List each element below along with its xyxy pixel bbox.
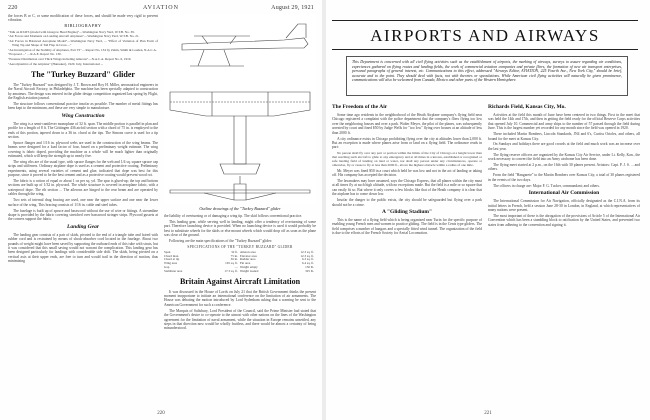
- spec-label: Rudder area: [239, 257, 256, 262]
- richards-paragraph: Activities at the field this month of June have been centered in two things. First in the meet that was held the 14th and 17th, and then in getting the field ready for the official Reserve Corps activities that opened July 10. Commercial and army ships to the number of 57 passed through the field during June. This is the largest number yet recorded for any month since the field was opened in 1920.: [488, 113, 640, 131]
- wing-plan-view: [170, 92, 310, 116]
- fuselage-front-view: [234, 184, 246, 200]
- richards-paragraph: The flying meet started at 2 p.m., on the 16th with 30 planes present. Aviators: Capt. P. J. S. ... and others.: [488, 163, 640, 172]
- britain-article-title: Britain Against Aircraft Limitation: [179, 276, 301, 286]
- spec-value: 6.3 sq. ft.: [302, 257, 314, 262]
- bibliography-item: "An Investigation of the Stability of Airplanes, Part VI" ... Report No. 134 by Zahm, Smith & Louden, N.A.C.A.: [8, 47, 157, 52]
- bibliography-item: "Air Forces in Balanced Aeroplane Model"—Washington Navy Yard, ... "Effect of Variation of Plan Form of Wing Tip and Shape of Tail Flap in Cross ...": [8, 39, 158, 48]
- bibliography-item: "Aerodynamics of the Airplane" (Hunsaker), 1920. July, International ...: [8, 61, 104, 66]
- spec-value: —: [234, 265, 238, 270]
- glider-article-title: The "Turkey Buzzard" Glider: [31, 69, 135, 79]
- right-column-2: [488, 102, 640, 410]
- commission-paragraph: The International Commission for Air Navigation, officially designated as the C.I.N.A. from its initial letters in French, held a session June 28-30 in London, in England, at which representatives of many nations were present.: [488, 199, 640, 212]
- freedom-paragraph: Insofar the danger to the public exists, the city should be safeguarded but flying over a park should not be a crime.: [332, 198, 482, 207]
- skid-strut: [224, 50, 230, 66]
- bibliography-list: [8, 31, 158, 67]
- col1-intro: the forces B or C, or some modification of these forces, and should be made very rigid to prevent vibration.: [8, 14, 158, 23]
- spec-value: 17.3 sq. ft.: [224, 268, 238, 273]
- spec-label: Aileron area: [239, 249, 256, 254]
- spec-value: 325 lb.: [305, 268, 314, 273]
- section-banner: [332, 20, 638, 50]
- bibliography-item: "Air Forces and Moments on Landing Aircraft Airplanes"—Washington Navy Yard, W.T.B. No. 21.: [8, 34, 140, 39]
- spec-label: Chord at tip: [164, 257, 180, 262]
- freedom-paragraph: Some time ago residents in the neighborhood of the Heath Airplane company's flying field near Chicago registered a complaint with the police department that the company's fliers flying too low over the neighboring houses and over a park. Walter Meyer, the pilot of the planes, was subsequently arrested by court and fined $50 by Judge Wells for "too low" flying over houses at an altitude of less than 2000 ft.: [332, 113, 482, 135]
- richards-paragraph: From the field "Hangarete" to the Martin Bombers over Kansas City, a total of 30 planes registered in the events of the two days.: [488, 173, 640, 182]
- wing-paragraph: Spruce flanges and 1/16 in. plywood webs are used in the construction of the wing beams. The beams were designed for a load factor of four, based on a preliminary weight estimate. The wing covering is fabric doped, providing the machine as a whole will be much lighter than originally estimated, which will keep the strength up to nearly five.: [8, 140, 158, 159]
- glider-paragraph: The structure follows conventional practice insofar as possible. The number of metal fittings has been kept to the minimum, and these are very simple to manufacture.: [8, 101, 158, 111]
- col2-paragraph: The fuselage is built up of spruce and basswood without the use of wire or fittings. A streamline shape is provided by the fabric covering stretched over basswood stringer strips. Plywood gussets at the corners support the fabric.: [8, 208, 158, 222]
- figure-caption: Outline drawings of the "Turkey Buzzard" glider: [199, 206, 281, 211]
- col3-paragraph: This landing gear, while serving well in landing, might offer a tendency of overturning of some part. Therefore launching device is provided. When no launching device is used it would probably be best to substitute wheels for the skids or else mount wheels which would drop off as soon as the plane was clear of the ground.: [164, 219, 316, 238]
- richards-paragraph: On Sundays and holidays there are good crowds at the field and much work was an increase over the last year.: [488, 142, 640, 151]
- richards-paragraph: The flying reserve officers are organized by the Kansas City Air Service, under Lt. Kelly, Kan., the work necessary to convert the field into an Army airdrome has been done.: [488, 152, 640, 162]
- right-column-1: [332, 102, 482, 410]
- fuselage-plan-view: [234, 116, 246, 164]
- spec-label: Weight loaded: [239, 268, 259, 273]
- spec-value: 12.3 sq. ft.: [300, 253, 314, 258]
- spec-value: 165 sq. ft.: [225, 261, 238, 266]
- glider-drawing-svg: [164, 14, 316, 204]
- spec-label: Elevator area: [239, 253, 257, 258]
- right-page-number: 221: [484, 411, 492, 416]
- fuselage-side-view: [182, 38, 308, 50]
- left-column-2: [164, 214, 316, 410]
- skid-strut: [198, 50, 204, 66]
- freedom-paragraph: A city ordinance exists in Chicago prohibiting flying over the city at altitudes lower than 2,000 ft. But an exception is made where planes arise from or land on a flying field. The ordinance reads in part:: [332, 136, 482, 150]
- gliding-stadium-title: A "Gliding Stadium": [381, 209, 433, 215]
- richards-paragraph: These included Martin Bombers, Lincoln Standards, JN4 and 6's, Curtiss Orioles, and others, all bound for the meet at Kansas City.: [488, 132, 640, 141]
- landing-gear-heading: Landing Gear: [67, 223, 99, 230]
- bibliography-item: "Proposed ..." ... R.A.E. Report No. 130.: [8, 52, 62, 57]
- spec-value: 150 lb.: [305, 265, 314, 270]
- left-page: [0, 0, 322, 420]
- col2-paragraph: Two sets of internal drag bracing are used, one near the upper surface and one near the lower surface of the wing. This bracing consists of 1/16 in. cable and steel tubes.: [8, 198, 158, 207]
- tailplane-plan-view: [220, 164, 260, 174]
- spec-label: Stabilizer area: [164, 268, 183, 273]
- rudder-side-view: [286, 24, 306, 38]
- col3-top: the liability of overturning or of damaging a wing tip. The skid follows conventional practice.: [164, 214, 303, 218]
- gliding-paragraph: This is the name of a flying field which is being organized near Turin for the specific purpose of enabling young French men and women to practice gliding. The field is in the Cenis type gliders. The field comprises a number of hangars and a specially fitted wind tunnel. The organization of the field is due to the efforts of the French Society for Aerial Locomotion.: [332, 218, 482, 236]
- spec-value: 12.3 sq. ft.: [300, 249, 314, 254]
- left-column-1: [8, 14, 158, 412]
- freedom-paragraph: The lawmakers may have assumed, says the Chicago Express, that all planes within the city must at all times fly at such high altitude, with no exceptions made. But the field is a mile or so square that can easily fit so. But where it only covers a few blocks like that of the Heath company it is clear that the airplane has to come down low.: [332, 179, 482, 197]
- specs-title: SPECIFICATIONS OF THE "TURKEY BUZZARD" GLIDER: [187, 245, 293, 250]
- britain-paragraph: It was discussed in the House of Lords on July 21 that the British Government thinks the present moment inopportune to initiate an international conference on the limitation of air armaments. The House was debating the motion introduced by Lord Sydenham asking that a warning be sent to the American Government for such a conference.: [164, 289, 316, 307]
- department-notice-box: This Department is concerned with all civil flying activities such as the establishment of airports, the marking of airways, surveys to assure regarding air conditions, experiences gathered on flying routes and landing fields, the work of commercial aviation companies and private fliers, the formation of new air transport enterprises, personal paragraphs of general interest, etc. Communications to this effect, addressed "Airways Editor, AVIATION, 225 Fourth Ave., New York City," should be brief, accurate and to the point. They should deal with facts, not with theories or speculations. While American civil flying activities will naturally be given prominence, communications will also be welcomed from Canada, Mexico and other parts of the Western Hemisphere.: [346, 56, 628, 96]
- spec-value: 75 in.: [230, 253, 238, 258]
- col3-paragraph: Following are the main specifications of the "Turkey Buzzard" glider:: [169, 239, 273, 244]
- ordinance-quote: No person shall fly over any part or portion within the limits of the City of Chicago at a height lower than that reaching such aircraft to glide to any emergency and at all times in a known, established or recognized or safe landing field of landing on land or water, nor shall any person under any circumstances, operate or otherwise, fly or cause to fly at less than 2000 ft., above the highest obstacle within a radius of one mile.: [332, 151, 482, 168]
- wing-construction-heading: Wing Construction: [61, 112, 105, 119]
- richards-paragraph: The officers in charge are: Major F. G. Tucker, commandant; and others.: [493, 183, 600, 188]
- bibliography-title: BIBLIOGRAPHY: [64, 23, 102, 29]
- spec-label: Span: [164, 249, 171, 254]
- spec-label: Gap: [164, 265, 170, 270]
- left-running-date: August 29, 1921: [271, 5, 314, 11]
- bibliography-item: "Pressure Distribution over Thick Wings including Ailerons"—N.A.C.A. Report No. 6, 1919.: [8, 57, 132, 62]
- spec-label: Wing area: [164, 261, 178, 266]
- international-commission-title: International Air Commission: [528, 190, 600, 197]
- left-page-number-top: 220: [8, 5, 18, 11]
- col2-paragraph: The wing ribs are of the usual type, with spruce flanges for the web and 1/4 sq. square spruce cap strips and stiffeners. Ordinary airplane dope is used as a cement and protective coating. Preliminary experiments, using several varieties of cement and glue, indicated that dope was best for this purpose, since it proved to be the best cement and as a protective coating would prevent wood rot.: [8, 159, 158, 178]
- freedom-of-air-title: The Freedom of the Air: [332, 104, 388, 110]
- section-banner-title: AIRPORTS AND AIRWAYS: [370, 26, 600, 45]
- specs-table: [164, 251, 316, 274]
- left-running-head: AVIATION: [143, 5, 179, 11]
- spec-value: 32 ft.: [231, 249, 238, 254]
- glider-paragraph: The "Turkey Buzzard" was designed by J. T. Brown and Roy H. Miller, aeronautical engineers in the Naval Aircraft Factory, in Philadelphia. The machine has been specially adapted to construction by amateurs. The design was entered in the glider design competition organized last spring by Flight, the English aviation journal.: [8, 82, 158, 100]
- wing-front-view: [170, 190, 310, 193]
- left-page-number: 220: [157, 411, 165, 416]
- table-row: [164, 270, 316, 274]
- spec-label: Weight empty: [239, 265, 258, 270]
- col2-paragraph: The fabric is a cotton of equal or about 1 oz per sq. yd. The spar is glued-up; the top and bottom sections are built up of 1/32 in. plywood. The whole structure is covered in aeroplane fabric, with a waterproof dope. The rib section ... The ailerons are hinged to the rear beam and are operated by cables through the wing.: [8, 179, 158, 197]
- freedom-paragraph: Mr. Meyer was fined $50 in a court which held he was low and not in the act of landing or taking off. His company has accepted the decision.: [332, 168, 482, 178]
- bibliography-item: "Talk on R34TS (model with Glasgow Head Engine)"—Washington Navy Yard, W.T.B. No. 39.: [8, 29, 135, 34]
- landing-gear-paragraph: The landing gear consists of a pair of skids, pivoted to the end of a triangle tube and faired with rubber cord and is restrained by means of shock-absorber cord located in the fuselage. About two pounds of weight might have been saved by supporting the outboard ends of this tube with struts, but it was considered that this small saving would not warrant the complication. This landing gear has been designed particularly for landings with considerable side drift. The skids, being pivoted on a vertical axis at their upper ends, are free to turn and would trail in the direction of motion, thus minimizing: [8, 232, 158, 264]
- spec-label: Fin area: [239, 261, 251, 266]
- glider-outline-drawings: [164, 14, 316, 204]
- spec-label: Chord max.: [164, 253, 180, 258]
- britain-paragraph: The Marquis of Salisbury, Lord President of the Council, said the Prime Minister had stated that the Government's desire to co-operate to the utmost with other nations on the lines of the Washington agreement for the limitation of naval armament, while the situation in Europe remains unsettled, any steps in that direction now would be wholly fruitless, and there would be almost a certainty of being misunderstood.: [164, 308, 316, 331]
- richards-field-title: Richards Field, Kansas City, Mo.: [488, 104, 566, 110]
- spec-value: 6.4 sq. ft.: [302, 261, 314, 266]
- wing-paragraph: The wing is a semi-cantilever monoplane of 32 ft. span. The middle portion is parallel in plan and profile for a length of 8 ft. The Göttingen 436 airfoil section with a chord of 75 in. is employed to the ends of this portion, tapered down to a 36 in. chord at the tips. The Simons curve is used for a tip section.: [8, 121, 158, 139]
- spec-value: 36 in.: [230, 257, 238, 262]
- commission-paragraph: The most important of these is the abrogation of the provisions of Article 5 of the International Air Convention which has been a stumbling block to ratification by the United States, and prevented two states from adhering to the convention and signing it.: [488, 213, 640, 227]
